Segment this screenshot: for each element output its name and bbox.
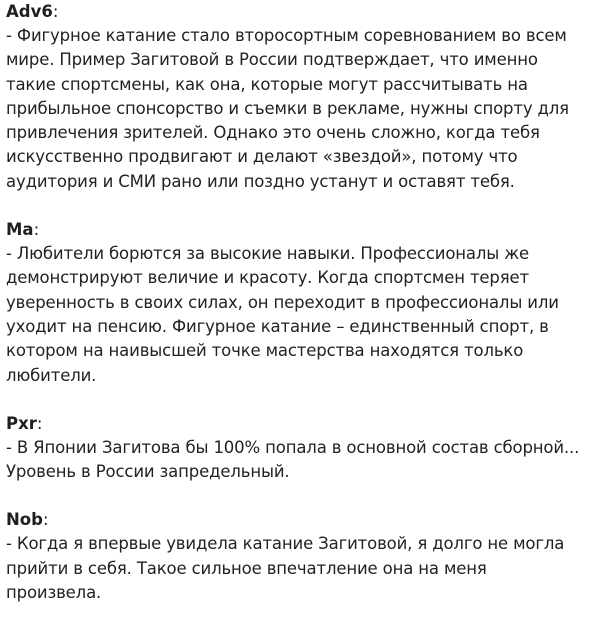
- comment-line: аудитория и СМИ рано или поздно устанут и оставят тебя.: [6, 171, 515, 191]
- comment-header: [6, 218, 605, 242]
- comment-line: - Когда я впервые увидела катание Загитовой, я долго не могла: [6, 534, 565, 554]
- comment-header: [6, 412, 605, 436]
- comment-header: [6, 508, 605, 532]
- comment-line: уходит на пенсию. Фигурное катание – единственный спорт, в: [6, 316, 549, 336]
- comment-line: произвела.: [6, 583, 102, 603]
- author-colon: :: [42, 510, 49, 530]
- author-name: Pxr: [6, 413, 37, 433]
- author-colon: :: [36, 413, 43, 433]
- comment-text: [6, 24, 605, 194]
- comment-adv6: [6, 0, 605, 194]
- comment-line: привлечения зрителей. Однако это очень сложно, когда тебя: [6, 123, 540, 143]
- comment-text: [6, 242, 605, 388]
- comment-line: уверенность в своих силах, он переходит в профессионалы или: [6, 292, 559, 312]
- comment-line: демонстрируют величие и красоту. Когда спортсмен теряет: [6, 268, 529, 288]
- comment-line: прибыльное спонсорство и съемки в рекламе, нужны спорту для: [6, 98, 569, 118]
- comment-line: Уровень в России запредельный.: [6, 462, 290, 482]
- comment-line: искусственно продвигают и делают «звездой», потому что: [6, 147, 518, 167]
- comment-text: [6, 436, 605, 485]
- author-colon: :: [33, 220, 40, 240]
- comment-pxr: [6, 412, 605, 485]
- comment-header: [6, 0, 605, 24]
- author-name: Ma: [6, 220, 34, 240]
- comment-text: [6, 532, 605, 605]
- comment-line: - Любители борются за высокие навыки. Профессионалы же: [6, 244, 529, 264]
- comment-line: любители.: [6, 365, 97, 385]
- comment-line: такие спортсмены, как она, которые могут рассчитывать на: [6, 74, 528, 94]
- comment-line: мире. Пример Загитовой в России подтверждает, что именно: [6, 50, 538, 70]
- author-name: Nob: [6, 510, 43, 530]
- author-colon: :: [52, 2, 59, 21]
- comment-line: прийти в себя. Такое сильное впечатление она на меня: [6, 558, 487, 578]
- comment-line: - Фигурное катание стало второсортным соревнованием во всем: [6, 26, 567, 45]
- author-name: Adv6: [6, 2, 53, 21]
- comment-line: котором на наивысшей точке мастерства находятся только: [6, 341, 524, 361]
- comment-line: - В Японии Загитова бы 100% попала в основной состав сборной...: [6, 437, 580, 457]
- comment-ma: [6, 218, 605, 388]
- comment-nob: [6, 508, 605, 605]
